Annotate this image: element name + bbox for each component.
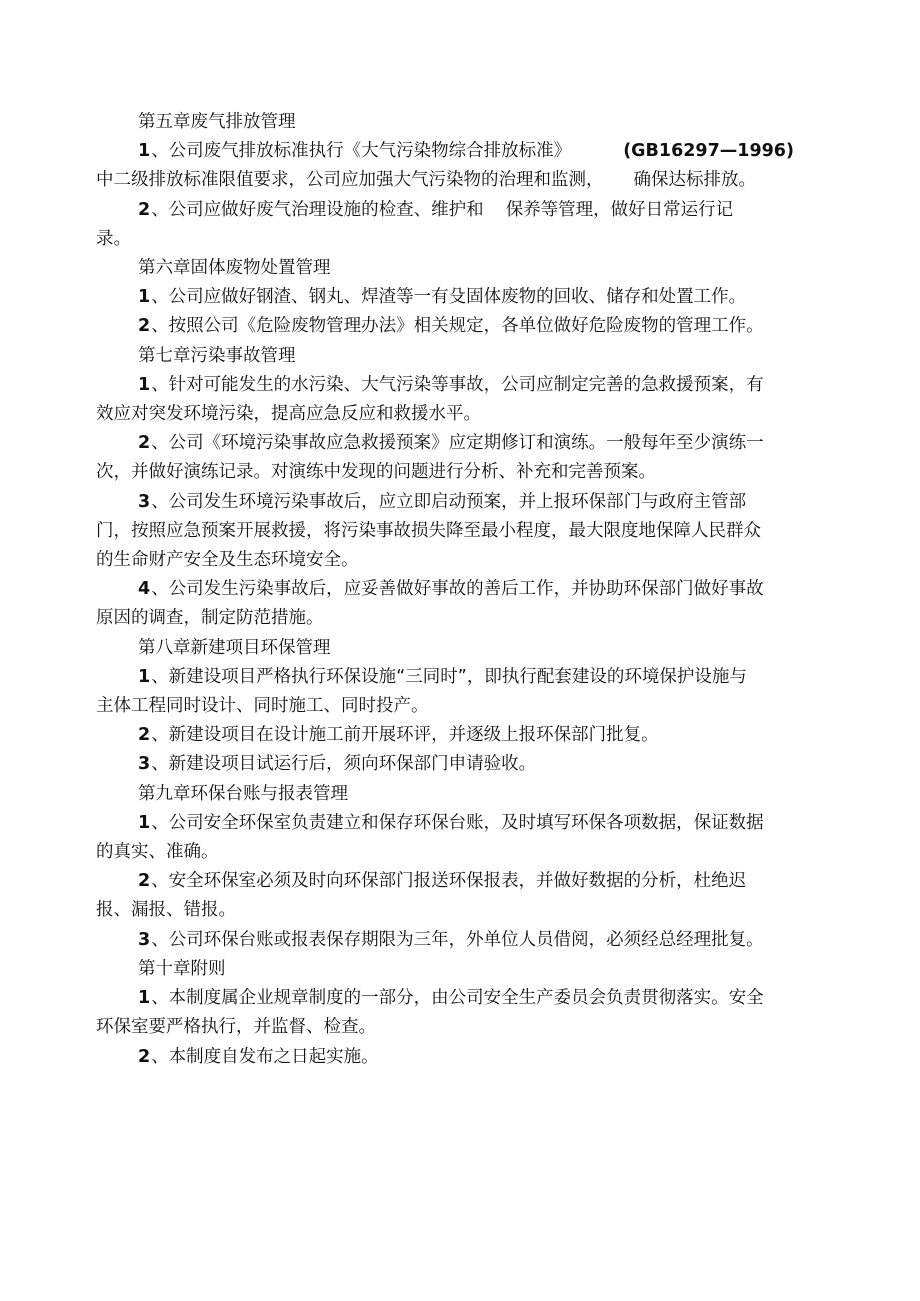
item-number: 2 — [138, 725, 151, 746]
chapter-10-item-2 — [96, 1043, 808, 1072]
item-number: 2 — [138, 199, 151, 220]
item-number: 1 — [138, 141, 151, 162]
item-number: 3 — [138, 491, 151, 512]
item-text: 、新建设项目试运行后，须向环保部门申请验收。 — [151, 754, 537, 775]
chapter-7-item-3-line-2: 门，按照应急预案开展救援，将污染事故损失降至最小程度，最大限度地保障人民群众 — [96, 520, 761, 541]
document-page — [96, 108, 808, 1072]
item-number: 3 — [138, 754, 151, 775]
item-text: 、公司《环境污染事故应急救援预案》应定期修订和演练。一般每年至少演练一 — [151, 433, 764, 454]
chapter-9-item-2-line-1 — [96, 867, 808, 896]
chapter-8-item-1-line-2: 主体工程同时设计、同时施工、同时投产。 — [96, 696, 429, 717]
item-text: 、新建设项目严格执行环保设施“三同时”，即执行配套建设的环境保护设施与 — [151, 666, 747, 687]
chapter-6-item-1 — [96, 283, 808, 312]
chapter-10-item-1-line-2: 环保室要严格执行，并监督、检查。 — [96, 1017, 376, 1038]
chapter-6-item-2 — [96, 312, 808, 341]
item-number: 4 — [138, 579, 151, 600]
chapter-7-item-3-line-1 — [96, 488, 808, 517]
item-number: 1 — [138, 812, 151, 833]
chapter-6-heading: 第六章固体废物处置管理 — [138, 258, 331, 279]
chapter-7-heading: 第七章污染事故管理 — [138, 345, 296, 366]
chapter-5-item-2-line-2: 录。 — [96, 228, 131, 249]
chapter-8-heading: 第八章新建项目环保管理 — [138, 637, 331, 658]
item-text: 、按照公司《危险废物管理办法》相关规定，各单位做好危险废物的管理工作。 — [151, 316, 764, 337]
item-text: 确保达标排放。 — [633, 170, 756, 191]
chapter-9-item-2-line-2: 报、漏报、错报。 — [96, 900, 236, 921]
item-number: 3 — [138, 929, 151, 950]
chapter-10-heading: 第十章附则 — [138, 958, 226, 979]
item-number: 1 — [138, 988, 151, 1009]
chapter-9-item-1-line-1 — [96, 809, 808, 838]
item-number: 2 — [138, 433, 151, 454]
chapter-9-item-1-line-2: 的真实、准确。 — [96, 842, 219, 863]
item-text: 保养等管理，做好日常运行记 — [505, 199, 734, 220]
chapter-7-item-2-line-1 — [96, 429, 808, 458]
chapter-7-item-1-line-2: 效应对突发环境污染，提高应急反应和救援水平。 — [96, 404, 481, 425]
item-text: 、本制度自发布之日起实施。 — [151, 1046, 379, 1067]
item-text: 、公司发生污染事故后，应妥善做好事故的善后工作，并协助环保部门做好事故 — [151, 579, 764, 600]
chapter-9-heading: 第九章环保台账与报表管理 — [138, 783, 348, 804]
chapter-5-heading: 第五章废气排放管理 — [138, 112, 296, 132]
chapter-8-item-3 — [96, 750, 808, 779]
chapter-8-item-1-line-1 — [96, 663, 808, 692]
chapter-9-item-3 — [96, 926, 808, 955]
item-number: 2 — [138, 1046, 151, 1067]
item-text: 、公司应做好废气治理设施的检查、维护和 — [151, 199, 484, 220]
chapter-7-item-2-line-2: 次，并做好演练记录。对演练中发现的问题进行分析、补充和完善预案。 — [96, 462, 656, 483]
chapter-8-item-2 — [96, 721, 808, 750]
standard-code: (GB16297—1996) — [623, 141, 794, 162]
chapter-7-item-3-line-3: 的生命财产安全及生态环境安全。 — [96, 550, 359, 571]
item-text: 、新建设项目在设计施工前开展环评，并逐级上报环保部门批复。 — [151, 725, 659, 746]
chapter-5-item-2-line-1 — [96, 196, 808, 225]
item-number: 2 — [138, 871, 151, 892]
chapter-5-item-1-line-2 — [96, 166, 808, 195]
item-number: 1 — [138, 287, 151, 308]
item-text: 、公司环保台账或报表保存期限为三年，外单位人员借阅，必须经总经理批复。 — [151, 929, 764, 950]
chapter-5-item-1-line-1 — [96, 137, 808, 166]
chapter-7-item-4-line-2: 原因的调查，制定防范措施。 — [96, 608, 324, 629]
item-text: 、公司应做好钢渣、钢丸、焊渣等一有殳固体废物的回收、储存和处置工作。 — [151, 287, 747, 308]
item-text: 、本制度属企业规章制度的一部分，由公司安全生产委员会负责贯彻落实。安全 — [151, 988, 764, 1009]
item-text: 、公司安全环保室负责建立和保存环保台账，及时填写环保各项数据，保证数据 — [151, 812, 764, 833]
item-text: 、公司废气排放标准执行《大气污染物综合排放标准》 — [151, 141, 572, 162]
item-number: 1 — [138, 374, 151, 395]
item-text: 、公司发生环境污染事故后，应立即启动预案，并上报环保部门与政府主管部 — [151, 491, 747, 512]
chapter-7-item-1-line-1 — [96, 371, 808, 400]
chapter-7-item-4-line-1 — [96, 575, 808, 604]
chapter-10-item-1-line-1 — [96, 984, 808, 1013]
item-text: 中二级排放标准限值要求，公司应加强大气污染物的治理和监测， — [96, 170, 604, 191]
item-number: 2 — [138, 316, 151, 337]
item-text: 、针对可能发生的水污染、大气污染等事故，公司应制定完善的急救援预案，有 — [151, 374, 764, 395]
item-text: 、安全环保室必须及时向环保部门报送环保报表，并做好数据的分析，杜绝迟 — [151, 871, 747, 892]
item-number: 1 — [138, 666, 151, 687]
